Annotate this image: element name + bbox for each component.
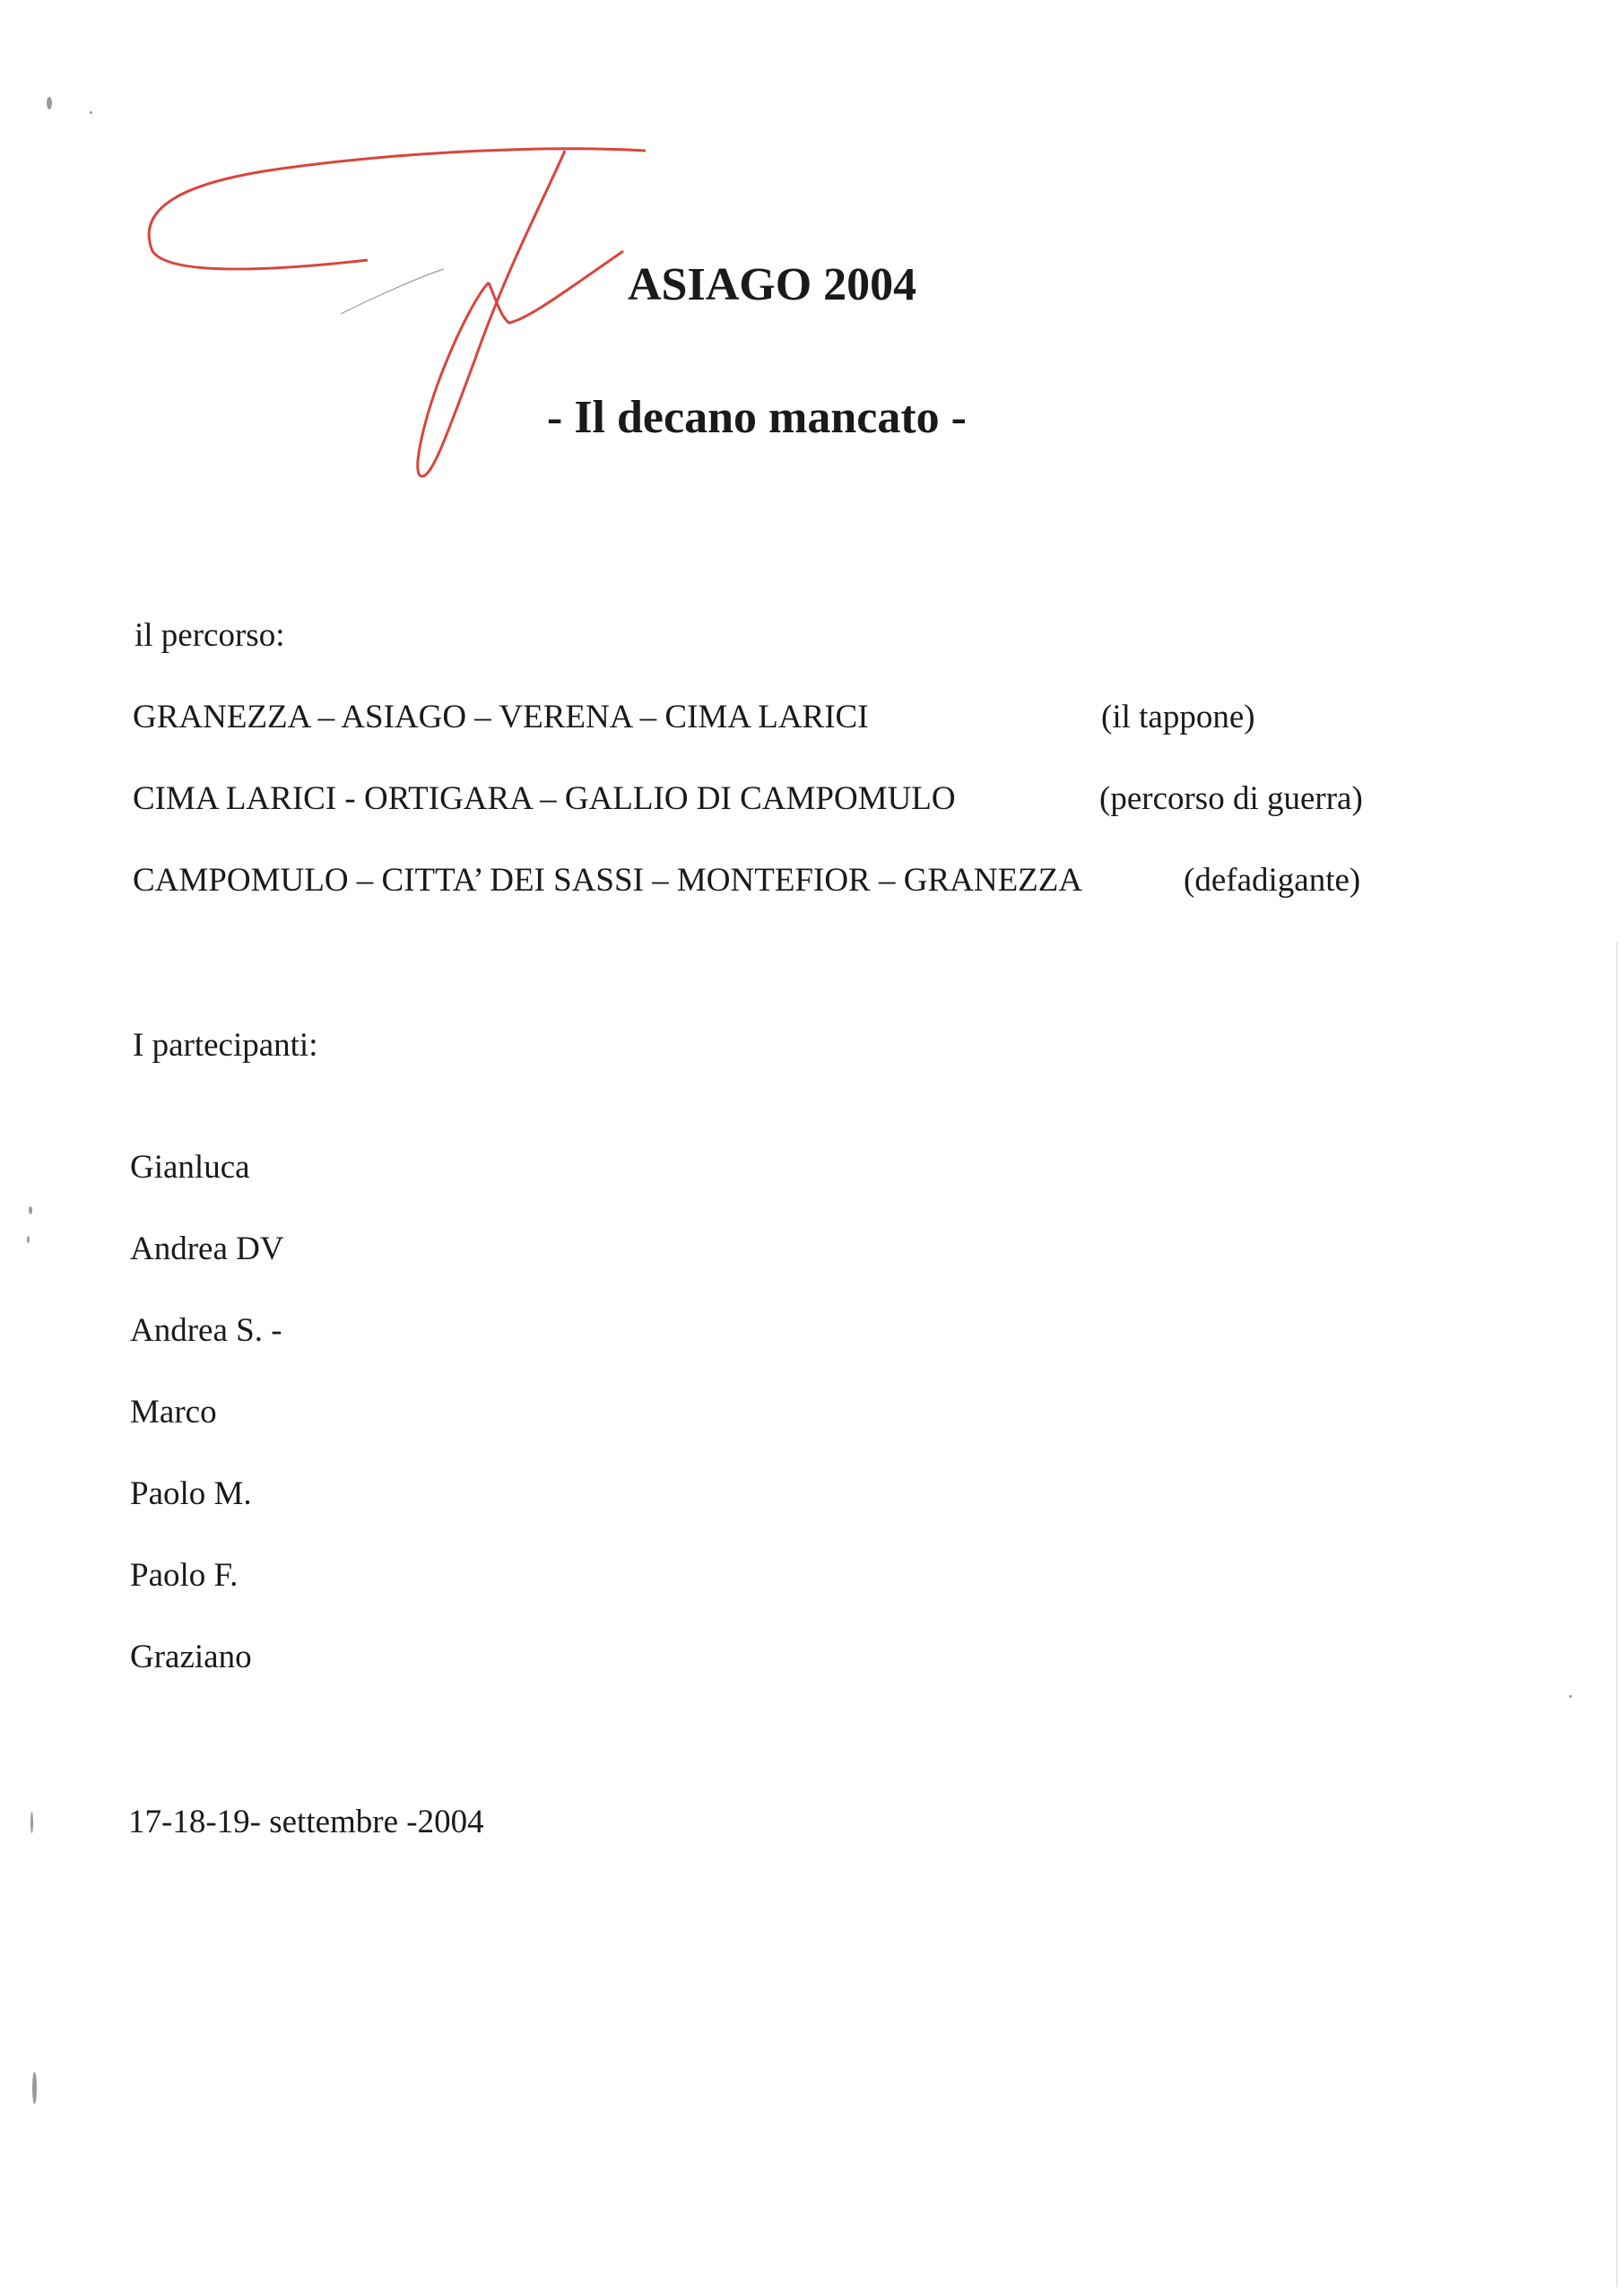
participants-section-label: I partecipanti: [133,1027,318,1064]
participant-name: Paolo F. [130,1557,239,1594]
event-date: 17-18-19- settembre -2004 [128,1804,484,1840]
participant-name: Graziano [130,1639,252,1675]
participant-name: Marco [130,1394,217,1431]
document-title: ASIAGO 2004 [628,259,917,310]
handwritten-signature [135,126,673,502]
scan-mark [27,1236,30,1243]
route-name: CIMA LARICI - ORTIGARA – GALLIO DI CAMPOMULO [133,780,956,817]
scan-mark [32,2072,37,2104]
route-note: (percorso di guerra) [1099,780,1363,817]
scan-mark [1569,1695,1572,1698]
route-name: CAMPOMULO – CITTA’ DEI SASSI – MONTEFIOR – GRANEZZA [133,862,1083,899]
document-subtitle: - Il decano mancato - [547,392,967,443]
scan-edge-line [1616,942,1618,2287]
route-note: (defadigante) [1184,862,1361,899]
route-note: (il tappone) [1101,699,1255,735]
route-name: GRANEZZA – ASIAGO – VERENA – CIMA LARICI [133,699,869,735]
participant-name: Gianluca [130,1149,250,1186]
participant-name: Andrea S. - [130,1312,282,1349]
participant-name: Paolo M. [130,1475,252,1512]
participant-name: Andrea DV [130,1231,284,1267]
scan-mark [90,111,92,114]
scan-mark [47,97,52,109]
route-section-label: il percorso: [135,617,285,654]
scan-mark [29,1206,32,1214]
scan-mark [30,1812,33,1833]
